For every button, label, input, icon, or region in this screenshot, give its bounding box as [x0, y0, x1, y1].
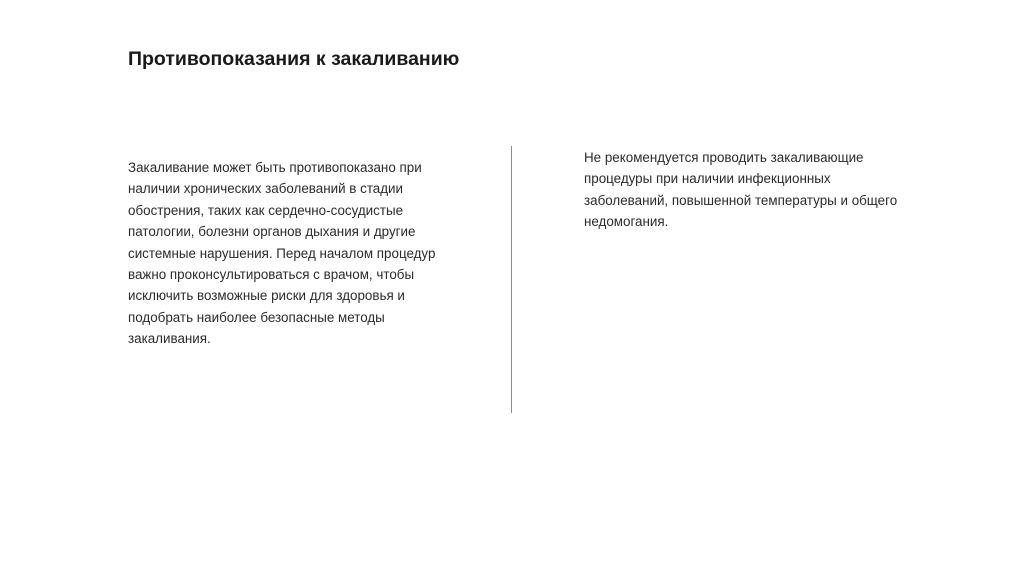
column-divider	[511, 146, 512, 413]
text-line: системные нарушения. Перед началом процедур	[128, 245, 436, 261]
text-line: наличии хронических заболеваний в стадии	[128, 181, 404, 197]
left-column-text	[128, 157, 468, 350]
text-line: закаливания.	[128, 331, 211, 347]
text-line: патологии, болезни органов дыхания и другие	[128, 224, 416, 240]
text-line: важно проконсультироваться с врачом, чтобы	[128, 267, 415, 283]
text-line: Закаливание может быть противопоказано при	[128, 160, 422, 175]
text-line: заболеваний, повышенной температуры и общего	[584, 192, 898, 208]
text-line: исключить возможные риски для здоровья и	[128, 288, 405, 304]
text-line: подобрать наиболее безопасные методы	[128, 309, 385, 325]
slide-title: Противопоказания к закаливанию	[128, 48, 460, 70]
text-line: недомогания.	[584, 214, 669, 230]
text-line: Не рекомендуется проводить закаливающие	[584, 150, 864, 165]
text-line: обострения, таких как сердечно-сосудистые	[128, 202, 404, 218]
right-column-text	[584, 147, 914, 233]
text-line: процедуры при наличии инфекционных	[584, 171, 831, 187]
